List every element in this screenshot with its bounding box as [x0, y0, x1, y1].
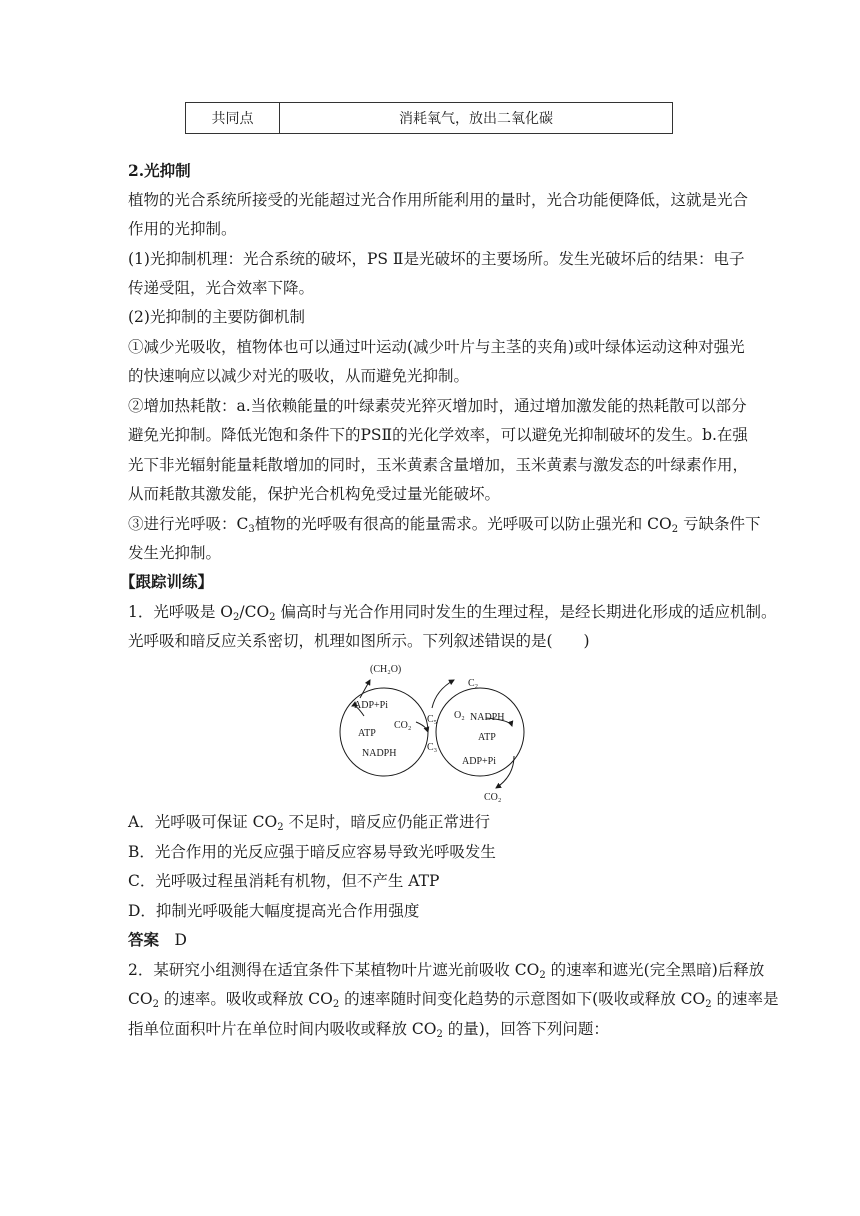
option-b: B．光合作用的光反应强于暗反应容易导致光呼吸发生: [128, 843, 496, 861]
label-ch2o: (CH₂O): [370, 664, 402, 675]
answer-line: [128, 930, 187, 950]
text-span: A．光呼吸可保证 CO: [128, 813, 278, 831]
text-span: 植物的光呼吸有很高的能量需求。光呼吸可以防止强光和 CO: [254, 515, 672, 533]
label-c3: C₃: [427, 742, 438, 753]
paragraph-line: 作用的光抑制。: [128, 220, 237, 238]
comparison-table: [185, 102, 673, 134]
subscript: 3: [248, 524, 255, 535]
question-1-line: 光呼吸和暗反应关系密切，机理如图所示。下列叙述错误的是( ): [128, 632, 590, 650]
text-span: 指单位面积叶片在单位时间内吸收或释放 CO: [128, 1020, 437, 1038]
label-c2: C₂: [468, 678, 479, 689]
subscript: 2: [277, 822, 284, 833]
photorespiration-diagram: [336, 660, 526, 806]
subscript: 2: [332, 999, 340, 1010]
text-span: 偏高时与光合作用同时发生的生理过程，是经长期进化形成的适应机制。: [275, 603, 777, 621]
option-d: D．抑制光呼吸能大幅度提高光合作用强度: [128, 902, 420, 920]
answer-value: D: [174, 931, 187, 949]
paragraph-line: 的快速响应以减少对光的吸收，从而避免光抑制。: [128, 367, 470, 385]
subscript: 2: [705, 999, 712, 1010]
label-co2-bottom: CO₂: [484, 792, 502, 803]
label-nadph-left: NADPH: [362, 748, 397, 759]
table-cell-value: 消耗氧气，放出二氧化碳: [280, 103, 673, 134]
arrow-ch2o: [360, 680, 370, 698]
paragraph-line: [128, 514, 761, 534]
subscript: 2: [539, 970, 546, 981]
label-atp-right: ATP: [478, 732, 496, 743]
label-nadph-right: NADPH: [470, 712, 505, 723]
option-c: C．光呼吸过程虽消耗有机物，但不产生 ATP: [128, 872, 440, 890]
paragraph-line: 植物的光合系统所接受的光能超过光合作用所能利用的量时，光合功能便降低，这就是光合: [128, 191, 749, 209]
label-c5: C₅: [427, 714, 438, 725]
option-a: [128, 812, 490, 832]
answer-label: 答案: [128, 930, 160, 949]
text-span: 亏缺条件下: [678, 515, 761, 533]
paragraph-line: ①减少光吸收，植物体也可以通过叶运动(减少叶片与主茎的夹角)或叶绿体运动这种对强光: [128, 338, 745, 356]
table-cell-label: 共同点: [186, 103, 280, 134]
text-span: 的量)，回答下列问题：: [442, 1020, 609, 1038]
label-o2: O₂: [454, 710, 465, 721]
label-co2-mid: CO₂: [394, 720, 412, 731]
paragraph-line: 光下非光辐射能量耗散增加的同时，玉米黄素含量增加，玉米黄素与激发态的叶绿素作用，: [128, 456, 749, 474]
label-adp-right: ADP+Pi: [462, 756, 496, 767]
paragraph-line: ②增加热耗散：a.当依赖能量的叶绿素荧光猝灭增加时，通过增加激发能的热耗散可以部分: [128, 397, 747, 415]
text-span: 不足时，暗反应仍能正常进行: [283, 813, 491, 831]
text-span: ③进行光呼吸：C: [128, 515, 249, 533]
subscript: 2: [436, 1029, 443, 1040]
table-row: [186, 103, 673, 134]
text-span: 的速率。吸收或释放 CO: [158, 990, 333, 1008]
paragraph-line: 发生光抑制。: [128, 544, 222, 562]
text-span: /CO: [239, 603, 270, 621]
question-1-line: [128, 602, 776, 622]
text-span: 2．某研究小组测得在适宜条件下某植物叶片遮光前吸收 CO: [128, 961, 540, 979]
text-span: 1．光呼吸是 O: [128, 603, 233, 621]
paragraph-line: 传递受阻，光合效率下降。: [128, 279, 315, 297]
subscript: 2: [233, 612, 240, 623]
paragraph-line: 避免光抑制。降低光饱和条件下的PSⅡ的光化学效率，可以避免光抑制破坏的发生。b.在强: [128, 426, 748, 444]
paragraph-line: (2)光抑制的主要防御机制: [128, 308, 305, 326]
question-2-line: [128, 989, 779, 1009]
paragraph-line: 从而耗散其激发能，保护光合机构免受过量光能破坏。: [128, 485, 501, 503]
text-span: CO: [128, 990, 153, 1008]
text-span: 的速率随时间变化趋势的示意图如下(吸收或释放 CO: [339, 990, 706, 1008]
subscript: 2: [269, 612, 276, 623]
subscript: 2: [671, 524, 679, 535]
question-2-line: [128, 1019, 609, 1039]
training-heading: 【跟踪训练】: [120, 572, 214, 591]
text-span: 的速率是: [711, 990, 779, 1008]
section-heading: 2.光抑制: [128, 161, 191, 180]
text-span: 的速率和遮光(完全黑暗)后释放: [545, 961, 765, 979]
arrow-c2: [432, 680, 454, 708]
subscript: 2: [152, 999, 159, 1010]
label-atp-left: ATP: [358, 728, 376, 739]
paragraph-line: (1)光抑制机理：光合系统的破坏，PS Ⅱ是光破坏的主要场所。发生光破坏后的结果：电子: [128, 250, 745, 268]
question-2-line: [128, 960, 764, 980]
label-adp-left: ADP+Pi: [354, 700, 388, 711]
